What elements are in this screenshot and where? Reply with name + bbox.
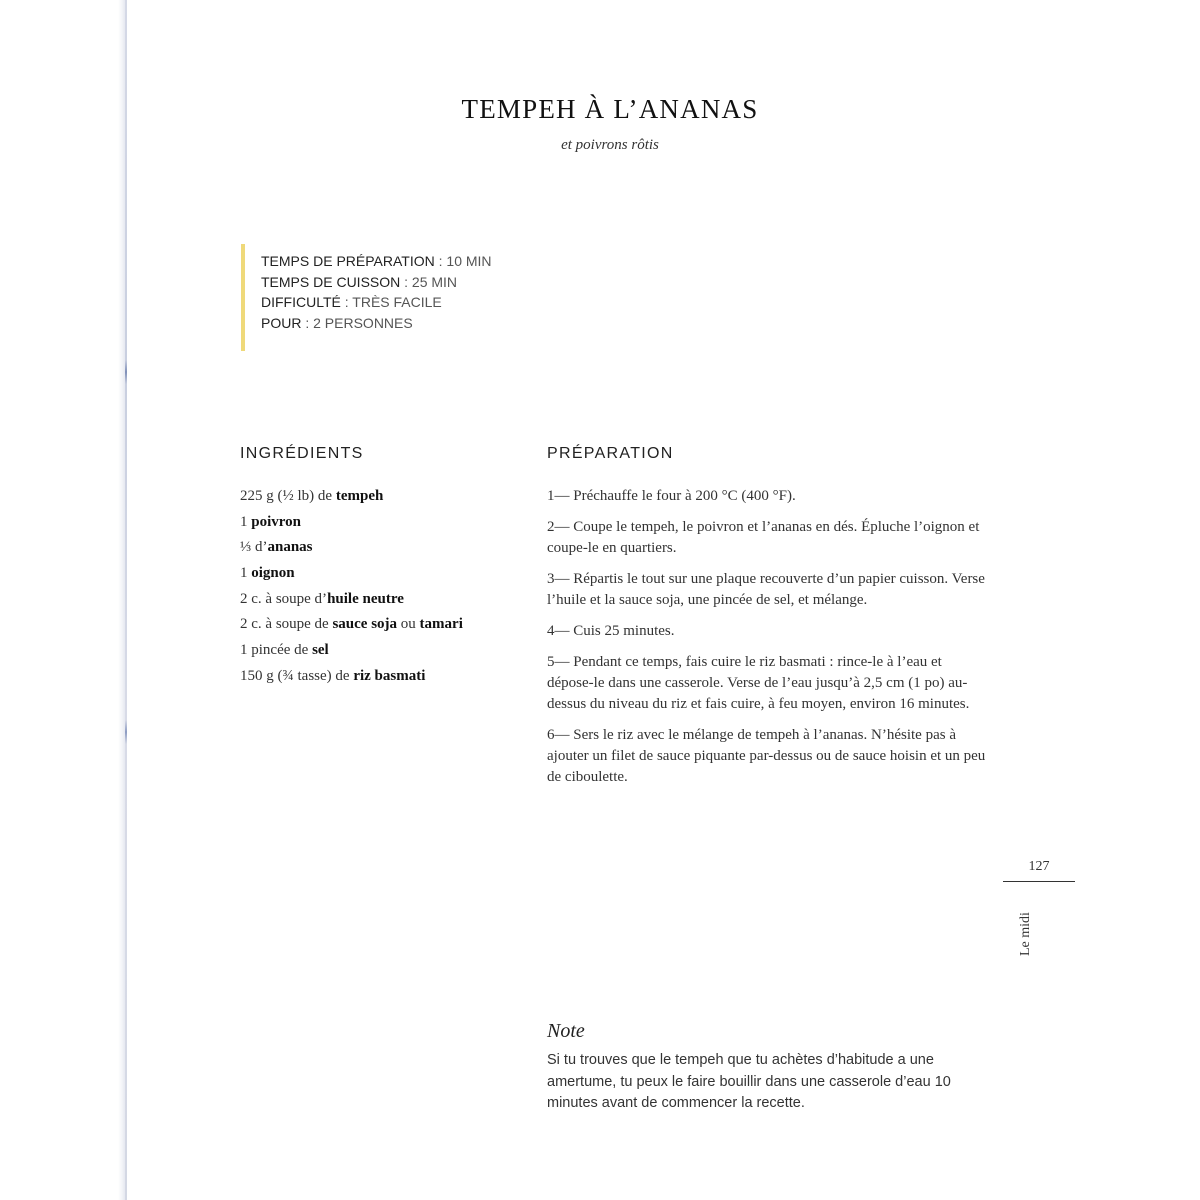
meta-value: 2 PERSONNES <box>313 314 413 331</box>
meta-label: TEMPS DE CUISSON <box>261 273 401 290</box>
meta-row: POUR : 2 PERSONNES <box>261 314 413 331</box>
book-gutter <box>125 0 127 1200</box>
ingredient-item: 225 g (½ lb) de tempeh <box>240 488 384 504</box>
meta-row: TEMPS DE PRÉPARATION : 10 MIN <box>261 253 492 269</box>
preparation-heading: PRÉPARATION <box>547 445 674 462</box>
running-head-box <box>1016 902 1036 962</box>
preparation-step: 1— Préchauffe le four à 200 °C (400 °F). <box>547 488 796 504</box>
preparation-step: 6— Sers le riz avec le mélange de tempeh à l’ananas. N’hésite pas à ajouter un filet de sauce piquante par-dessus ou de sauce hoisin et un peu de ciboulette. <box>547 727 986 785</box>
preparation-step: 5— Pendant ce temps, fais cuire le riz basmati : rince-le à l’eau et dépose-le dans une casserole. Verse de l’eau jusqu’à 2,5 cm (1 po) au-dessus du niveau du riz et fais cuire, à feu moyen, environ 16 minutes. <box>547 654 970 712</box>
book-spine-shadow <box>0 0 126 1200</box>
ingredient-item: 2 c. à soupe de sauce soja ou tamari <box>240 616 463 633</box>
meta-value: 10 MIN <box>446 253 492 269</box>
ingredient-item: 150 g (¾ tasse) de riz basmati <box>240 667 426 684</box>
page-folio <box>1003 859 1075 882</box>
meta-label: DIFFICULTÉ <box>261 294 341 310</box>
ingredient-item: 1 pincée de sel <box>240 642 329 659</box>
meta-row: DIFFICULTÉ : TRÈS FACILE <box>261 294 442 310</box>
recipe-title-block <box>0 94 1200 125</box>
folio-rule <box>1003 881 1075 882</box>
note-text: Si tu trouves que le tempeh que tu achètes d’habitude a une amertume, tu peux le faire bouillir dans une casserole d’eau 10 minutes avant de commencer la recette. <box>547 1052 951 1111</box>
meta-row: TEMPS DE CUISSON : 25 MIN <box>261 273 458 290</box>
ingredients-heading: INGRÉDIENTS <box>240 445 364 462</box>
recipe-subtitle: et poivrons rôtis <box>561 137 659 153</box>
meta-label: TEMPS DE PRÉPARATION <box>261 253 435 269</box>
ingredient-item: 1 oignon <box>240 565 295 582</box>
meta-value: 25 MIN <box>411 273 458 290</box>
ingredient-item: 2 c. à soupe d’huile neutre <box>240 590 404 607</box>
recipe-meta <box>241 244 492 351</box>
meta-label: POUR <box>261 314 302 331</box>
ingredient-item: 1 poivron <box>240 513 301 530</box>
running-head: Le midi <box>1018 912 1033 956</box>
preparation-step: 2— Coupe le tempeh, le poivron et l’ananas en dés. Épluche l’oignon et coupe-le en quartiers. <box>547 519 980 556</box>
ingredients-list <box>240 486 520 692</box>
preparation-steps <box>547 486 987 798</box>
preparation-step: 3— Répartis le tout sur une plaque recouverte d’un papier cuisson. Verse l’huile et la sauce soja, une pincée de sel, et mélange. <box>547 571 985 608</box>
meta-value: TRÈS FACILE <box>352 294 442 310</box>
note-title: Note <box>547 1020 585 1042</box>
recipe-title: TEMPEH À L’ANANAS <box>461 94 759 124</box>
page-number: 127 <box>1028 859 1050 874</box>
ingredient-item: ⅓ d’ananas <box>240 539 313 556</box>
preparation-step: 4— Cuis 25 minutes. <box>547 623 675 639</box>
